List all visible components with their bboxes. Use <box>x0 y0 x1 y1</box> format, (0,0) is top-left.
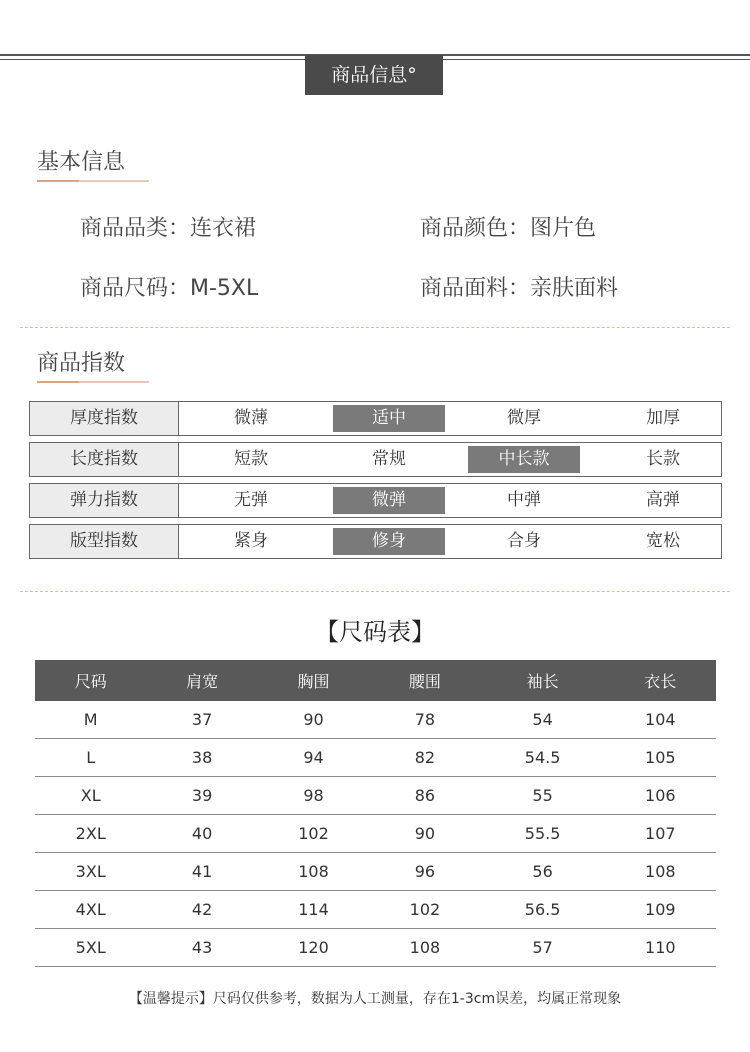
table-cell: 94 <box>258 739 369 777</box>
table-row <box>35 929 716 967</box>
index-row <box>29 401 722 436</box>
table-cell: 102 <box>369 891 480 929</box>
section-divider <box>20 327 730 328</box>
index-section-title: 商品指数 <box>37 351 126 376</box>
table-cell: 108 <box>258 853 369 891</box>
table-row <box>35 853 716 891</box>
index-option: 宽松 <box>646 531 680 551</box>
basic-info-underline <box>37 180 149 182</box>
index-row-label: 长度指数 <box>30 443 179 476</box>
index-option: 长款 <box>646 449 680 469</box>
index-row-label: 版型指数 <box>30 525 179 558</box>
table-cell: 86 <box>369 777 480 815</box>
table-cell: 102 <box>258 815 369 853</box>
table-cell: 55.5 <box>481 815 605 853</box>
table-cell: 90 <box>258 701 369 739</box>
index-row-label: 弹力指数 <box>30 484 179 517</box>
index-option: 常规 <box>372 449 406 469</box>
table-cell: 108 <box>369 929 480 967</box>
size-chart-header-cell: 衣长 <box>605 660 716 701</box>
table-cell: 54.5 <box>481 739 605 777</box>
table-cell: 5XL <box>35 929 146 967</box>
table-row <box>35 891 716 929</box>
table-cell: 43 <box>146 929 257 967</box>
product-color: 商品颜色：图片色 <box>420 216 597 241</box>
size-chart-header-cell: 袖长 <box>481 660 605 701</box>
table-row <box>35 777 716 815</box>
index-option: 合身 <box>507 531 541 551</box>
table-cell: 98 <box>258 777 369 815</box>
table-cell: 90 <box>369 815 480 853</box>
table-cell: L <box>35 739 146 777</box>
table-cell: 2XL <box>35 815 146 853</box>
table-cell: 55 <box>481 777 605 815</box>
index-option-selected: 中长款 <box>468 446 580 473</box>
table-cell: 40 <box>146 815 257 853</box>
table-cell: 38 <box>146 739 257 777</box>
table-cell: 56.5 <box>481 891 605 929</box>
index-option: 微薄 <box>234 408 268 428</box>
header-title: 商品信息° <box>305 55 443 95</box>
table-cell: 110 <box>605 929 716 967</box>
index-option-selected: 修身 <box>333 528 445 555</box>
index-option: 紧身 <box>234 531 268 551</box>
table-cell: 4XL <box>35 891 146 929</box>
size-chart-table <box>35 660 716 967</box>
table-cell: 96 <box>369 853 480 891</box>
table-row <box>35 815 716 853</box>
table-cell: XL <box>35 777 146 815</box>
table-cell: 57 <box>481 929 605 967</box>
table-row <box>35 701 716 739</box>
table-cell: 109 <box>605 891 716 929</box>
index-option: 无弹 <box>234 490 268 510</box>
index-option: 短款 <box>234 449 268 469</box>
index-option: 中弹 <box>507 490 541 510</box>
table-cell: 107 <box>605 815 716 853</box>
table-cell: 104 <box>605 701 716 739</box>
product-category: 商品品类：连衣裙 <box>80 216 257 241</box>
table-cell: 120 <box>258 929 369 967</box>
table-cell: 108 <box>605 853 716 891</box>
product-size: 商品尺码：M-5XL <box>80 276 259 301</box>
index-row <box>29 483 722 518</box>
product-fabric: 商品面料：亲肤面料 <box>420 276 619 301</box>
table-cell: 78 <box>369 701 480 739</box>
table-cell: 42 <box>146 891 257 929</box>
basic-info-title: 基本信息 <box>37 150 126 175</box>
table-cell: 3XL <box>35 853 146 891</box>
size-chart-title: 【尺码表】 <box>315 618 435 646</box>
size-chart-header-cell: 肩宽 <box>146 660 257 701</box>
index-option: 微厚 <box>507 408 541 428</box>
index-option: 加厚 <box>646 408 680 428</box>
index-row <box>29 442 722 477</box>
index-row-label: 厚度指数 <box>30 402 179 435</box>
section-divider <box>20 591 730 592</box>
table-cell: 106 <box>605 777 716 815</box>
table-cell: 54 <box>481 701 605 739</box>
index-option-selected: 适中 <box>333 405 445 432</box>
table-cell: 41 <box>146 853 257 891</box>
size-chart-header-cell: 腰围 <box>369 660 480 701</box>
table-row <box>35 739 716 777</box>
size-chart-header-cell: 胸围 <box>258 660 369 701</box>
table-cell: 37 <box>146 701 257 739</box>
table-cell: 56 <box>481 853 605 891</box>
index-row <box>29 524 722 559</box>
table-cell: M <box>35 701 146 739</box>
index-option: 高弹 <box>646 490 680 510</box>
table-cell: 114 <box>258 891 369 929</box>
size-chart-header-cell: 尺码 <box>35 660 146 701</box>
table-cell: 105 <box>605 739 716 777</box>
index-section-underline <box>37 381 149 383</box>
table-cell: 82 <box>369 739 480 777</box>
index-option-selected: 微弹 <box>333 487 445 514</box>
size-chart-header-row <box>35 660 716 701</box>
table-cell: 39 <box>146 777 257 815</box>
footer-note: 【温馨提示】尺码仅供参考，数据为人工测量，存在1-3cm误差，均属正常现象 <box>128 991 622 1007</box>
